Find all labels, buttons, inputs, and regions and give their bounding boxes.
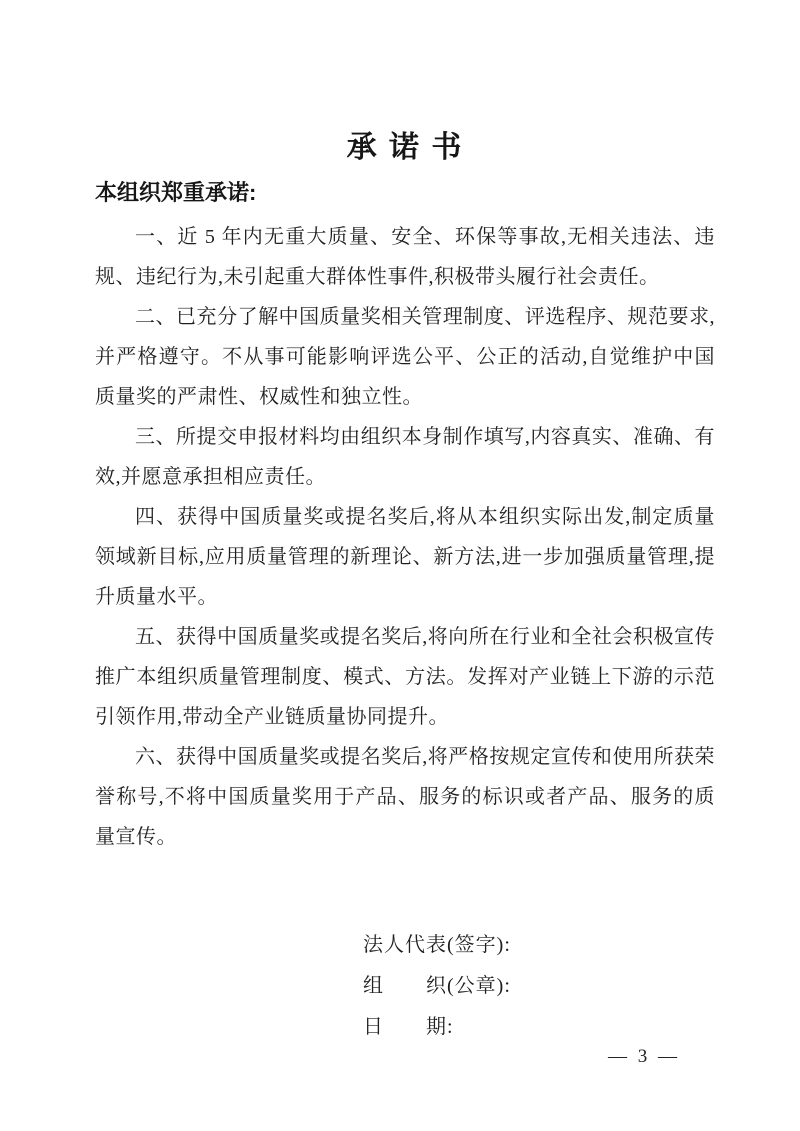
commitment-paragraph: 三、所提交申报材料均由组织本身制作填写,内容真实、准确、有效,并愿意承担相应责任。 bbox=[95, 426, 715, 488]
signature-block bbox=[363, 925, 715, 1048]
signature-line-date: 日 期: bbox=[363, 1016, 454, 1038]
commitment-paragraph: 五、获得中国质量奖或提名奖后,将向所在行业和全社会积极宣传推广本组织质量管理制度、模式、方法。发挥对产业链上下游的示范引领作用,带动全产业链质量协同提升。 bbox=[95, 626, 715, 728]
commitment-paragraph: 一、近 5 年内无重大质量、安全、环保等事故,无相关违法、违规、违纪行为,未引起重大群体性事件,积极带头履行社会责任。 bbox=[95, 226, 715, 288]
signature-line-organization: 组 织(公章): bbox=[363, 975, 511, 997]
opening-statement: 本组织郑重承诺: bbox=[95, 180, 257, 205]
commitment-paragraph: 四、获得中国质量奖或提名奖后,将从本组织实际出发,制定质量领域新目标,应用质量管理的新理论、新方法,进一步加强质量管理,提升质量水平。 bbox=[95, 506, 715, 608]
document-content bbox=[95, 131, 715, 1048]
commitment-paragraph: 二、已充分了解中国质量奖相关管理制度、评选程序、规范要求,并严格遵守。不从事可能影响评选公平、公正的活动,自觉维护中国质量奖的严肃性、权威性和独立性。 bbox=[95, 306, 715, 408]
commitment-paragraph: 六、获得中国质量奖或提名奖后,将严格按规定宣传和使用所获荣誉称号,不将中国质量奖用于产品、服务的标识或者产品、服务的质量宣传。 bbox=[95, 746, 715, 848]
document-title: 承 诺 书 bbox=[346, 131, 464, 164]
signature-line-legal-rep: 法人代表(签字): bbox=[363, 934, 511, 956]
page-number: — 3 — bbox=[608, 1046, 680, 1067]
commitment-list bbox=[95, 217, 715, 857]
